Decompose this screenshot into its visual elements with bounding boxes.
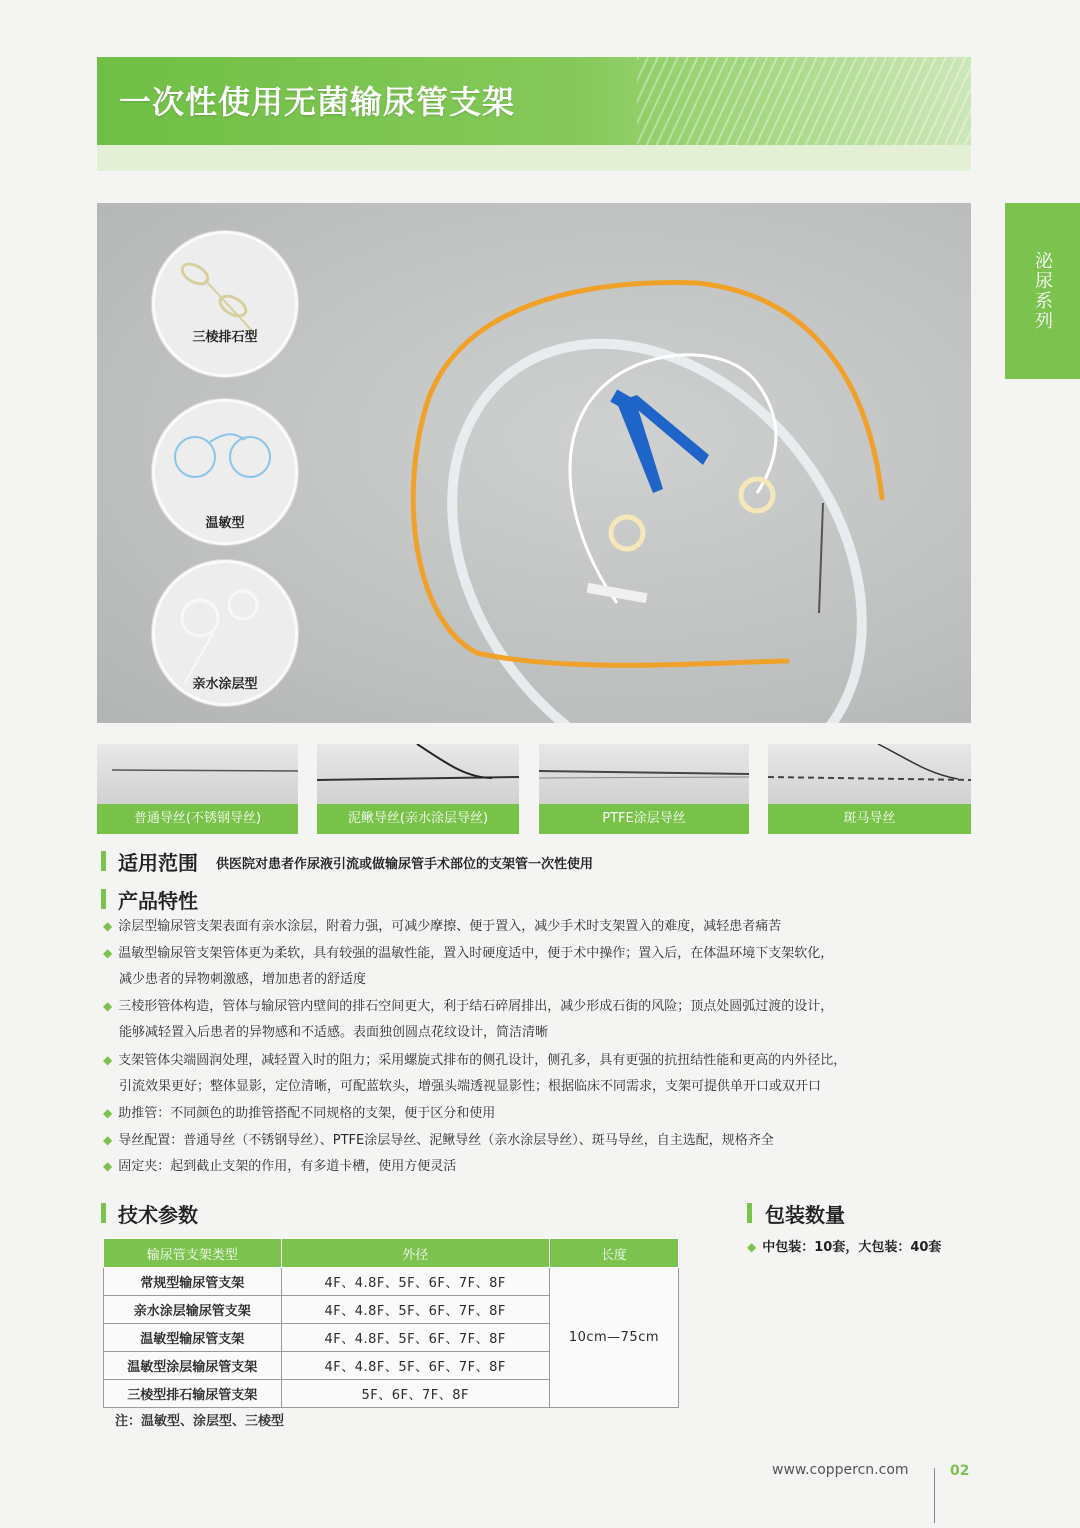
section-bar	[101, 1203, 106, 1223]
pigtail-lower	[611, 517, 643, 549]
product-photo	[97, 203, 971, 723]
scope-text: 供医院对患者作尿液引流或做输尿管手术部位的支架管一次性使用	[216, 857, 594, 872]
category-side-tab[interactable]	[1005, 203, 1080, 379]
diamond-bullet-icon: ◆	[103, 1053, 113, 1067]
diamond-bullet-icon: ◆	[747, 1240, 757, 1254]
col-header-type: 输尿管支架类型	[104, 1239, 282, 1268]
blue-fixing-clip	[610, 389, 709, 493]
cell-od: 4F、4.8F、5F、6F、7F、8F	[281, 1324, 549, 1352]
thumb-label: 三棱排石型	[192, 330, 258, 345]
table-row	[104, 1268, 679, 1296]
spec-table	[103, 1238, 679, 1408]
feature-item: ◆ 导丝配置：普通导丝（不锈钢导丝）、PTFE涂层导丝、泥鳅导丝（亲水涂层导丝）、斑马导丝，自主选配，规格齐全	[103, 1133, 774, 1148]
wire-photo-zebra	[768, 744, 971, 806]
features-title: 产品特性	[118, 889, 198, 913]
thumb-hydrophilic	[152, 560, 298, 706]
cell-od: 5F、6F、7F、8F	[281, 1380, 549, 1408]
feature-item: ◆ 三棱形管体构造，管体与输尿管内壁间的排石空间更大，利于结石碎屑排出，减少形成石街的风险；顶点处圆弧过渡的设计， 能够减轻置入后患者的异物感和不适感。表面独创圆点花纹设计，简洁清晰	[103, 999, 834, 1040]
diamond-bullet-icon: ◆	[103, 999, 113, 1013]
wire-label-standard: 普通导丝(不锈钢导丝)	[97, 804, 298, 834]
packaging-title: 包装数量	[765, 1203, 845, 1227]
diamond-bullet-icon: ◆	[103, 1159, 113, 1173]
wire-label-zebra: 斑马导丝	[768, 804, 971, 834]
cell-od: 4F、4.8F、5F、6F、7F、8F	[281, 1268, 549, 1296]
section-bar	[101, 851, 106, 871]
cell-od: 4F、4.8F、5F、6F、7F、8F	[281, 1352, 549, 1380]
diamond-bullet-icon: ◆	[103, 1133, 113, 1147]
packaging-text: ◆ 中包装：10套，大包装：40套	[747, 1240, 942, 1255]
cell-od: 4F、4.8F、5F、6F、7F、8F	[281, 1296, 549, 1324]
cell-type: 亲水涂层输尿管支架	[104, 1296, 282, 1324]
specs-title: 技术参数	[118, 1203, 198, 1227]
cell-type: 三棱型排石输尿管支架	[104, 1380, 282, 1408]
diamond-bullet-icon: ◆	[103, 919, 113, 933]
thumb-label: 温敏型	[205, 516, 245, 531]
wire-label-ptfe: PTFE涂层导丝	[539, 804, 749, 834]
feature-item: ◆ 助推管：不同颜色的助推管搭配不同规格的支架，便于区分和使用	[103, 1106, 496, 1121]
header-banner	[97, 57, 971, 171]
guidewire-tip	[819, 503, 823, 613]
col-header-length: 长度	[549, 1239, 678, 1268]
thumb-label: 亲水涂层型	[192, 677, 258, 692]
connector	[587, 583, 648, 603]
section-bar	[747, 1203, 752, 1223]
section-bar	[101, 889, 106, 909]
cell-type: 常规型输尿管支架	[104, 1268, 282, 1296]
cell-type: 温敏型输尿管支架	[104, 1324, 282, 1352]
sheath-loop	[367, 263, 946, 723]
feature-item: ◆ 固定夹：起到截止支架的作用，有多道卡槽，使用方便灵活	[103, 1159, 457, 1174]
table-note: 注：温敏型、涂层型、三棱型	[115, 1414, 285, 1429]
side-tab-label: 泌尿系列	[1032, 251, 1053, 331]
wire-label-loach: 泥鳅导丝(亲水涂层导丝)	[317, 804, 519, 834]
footer-divider	[934, 1468, 935, 1523]
feature-item: ◆ 支架管体尖端圆润处理，减轻置入时的阻力；采用螺旋式排布的侧孔设计，侧孔多，具有更强的抗扭结性能和更高的内外径比， 引流效果更好；整体显影，定位清晰，可配蓝软头，增强头端透视显影性；根据临床不同需求，支架可提供单开口或双开口	[103, 1053, 847, 1094]
thumb-triangular	[152, 231, 298, 377]
diamond-bullet-icon: ◆	[103, 946, 113, 960]
cell-length: 10cm—75cm	[549, 1268, 678, 1408]
footer-url[interactable]: www.coppercn.com	[772, 1462, 909, 1478]
diamond-bullet-icon: ◆	[103, 1106, 113, 1120]
wire-photo-ptfe	[539, 744, 749, 806]
feature-item: ◆ 涂层型输尿管支架表面有亲水涂层，附着力强，可减少摩擦、便于置入，减少手术时支架置入的难度，减轻患者痛苦	[103, 919, 782, 934]
feature-item: ◆ 温敏型输尿管支架管体更为柔软，具有较强的温敏性能，置入时硬度适中，便于术中操作；置入后，在体温环境下支架软化， 减少患者的异物刺激感，增加患者的舒适度	[103, 946, 834, 987]
triangular-stent-icon	[155, 234, 295, 374]
cell-type: 温敏型涂层输尿管支架	[104, 1352, 282, 1380]
pigtail-upper	[741, 479, 773, 511]
wire-photo-standard	[97, 744, 298, 806]
wire-photo-loach	[317, 744, 519, 806]
thumb-thermosensitive	[152, 399, 298, 545]
page-number: 02	[950, 1463, 970, 1479]
scope-title: 适用范围	[118, 851, 198, 875]
page-title: 一次性使用无菌输尿管支架	[119, 83, 516, 121]
col-header-od: 外径	[281, 1239, 549, 1268]
